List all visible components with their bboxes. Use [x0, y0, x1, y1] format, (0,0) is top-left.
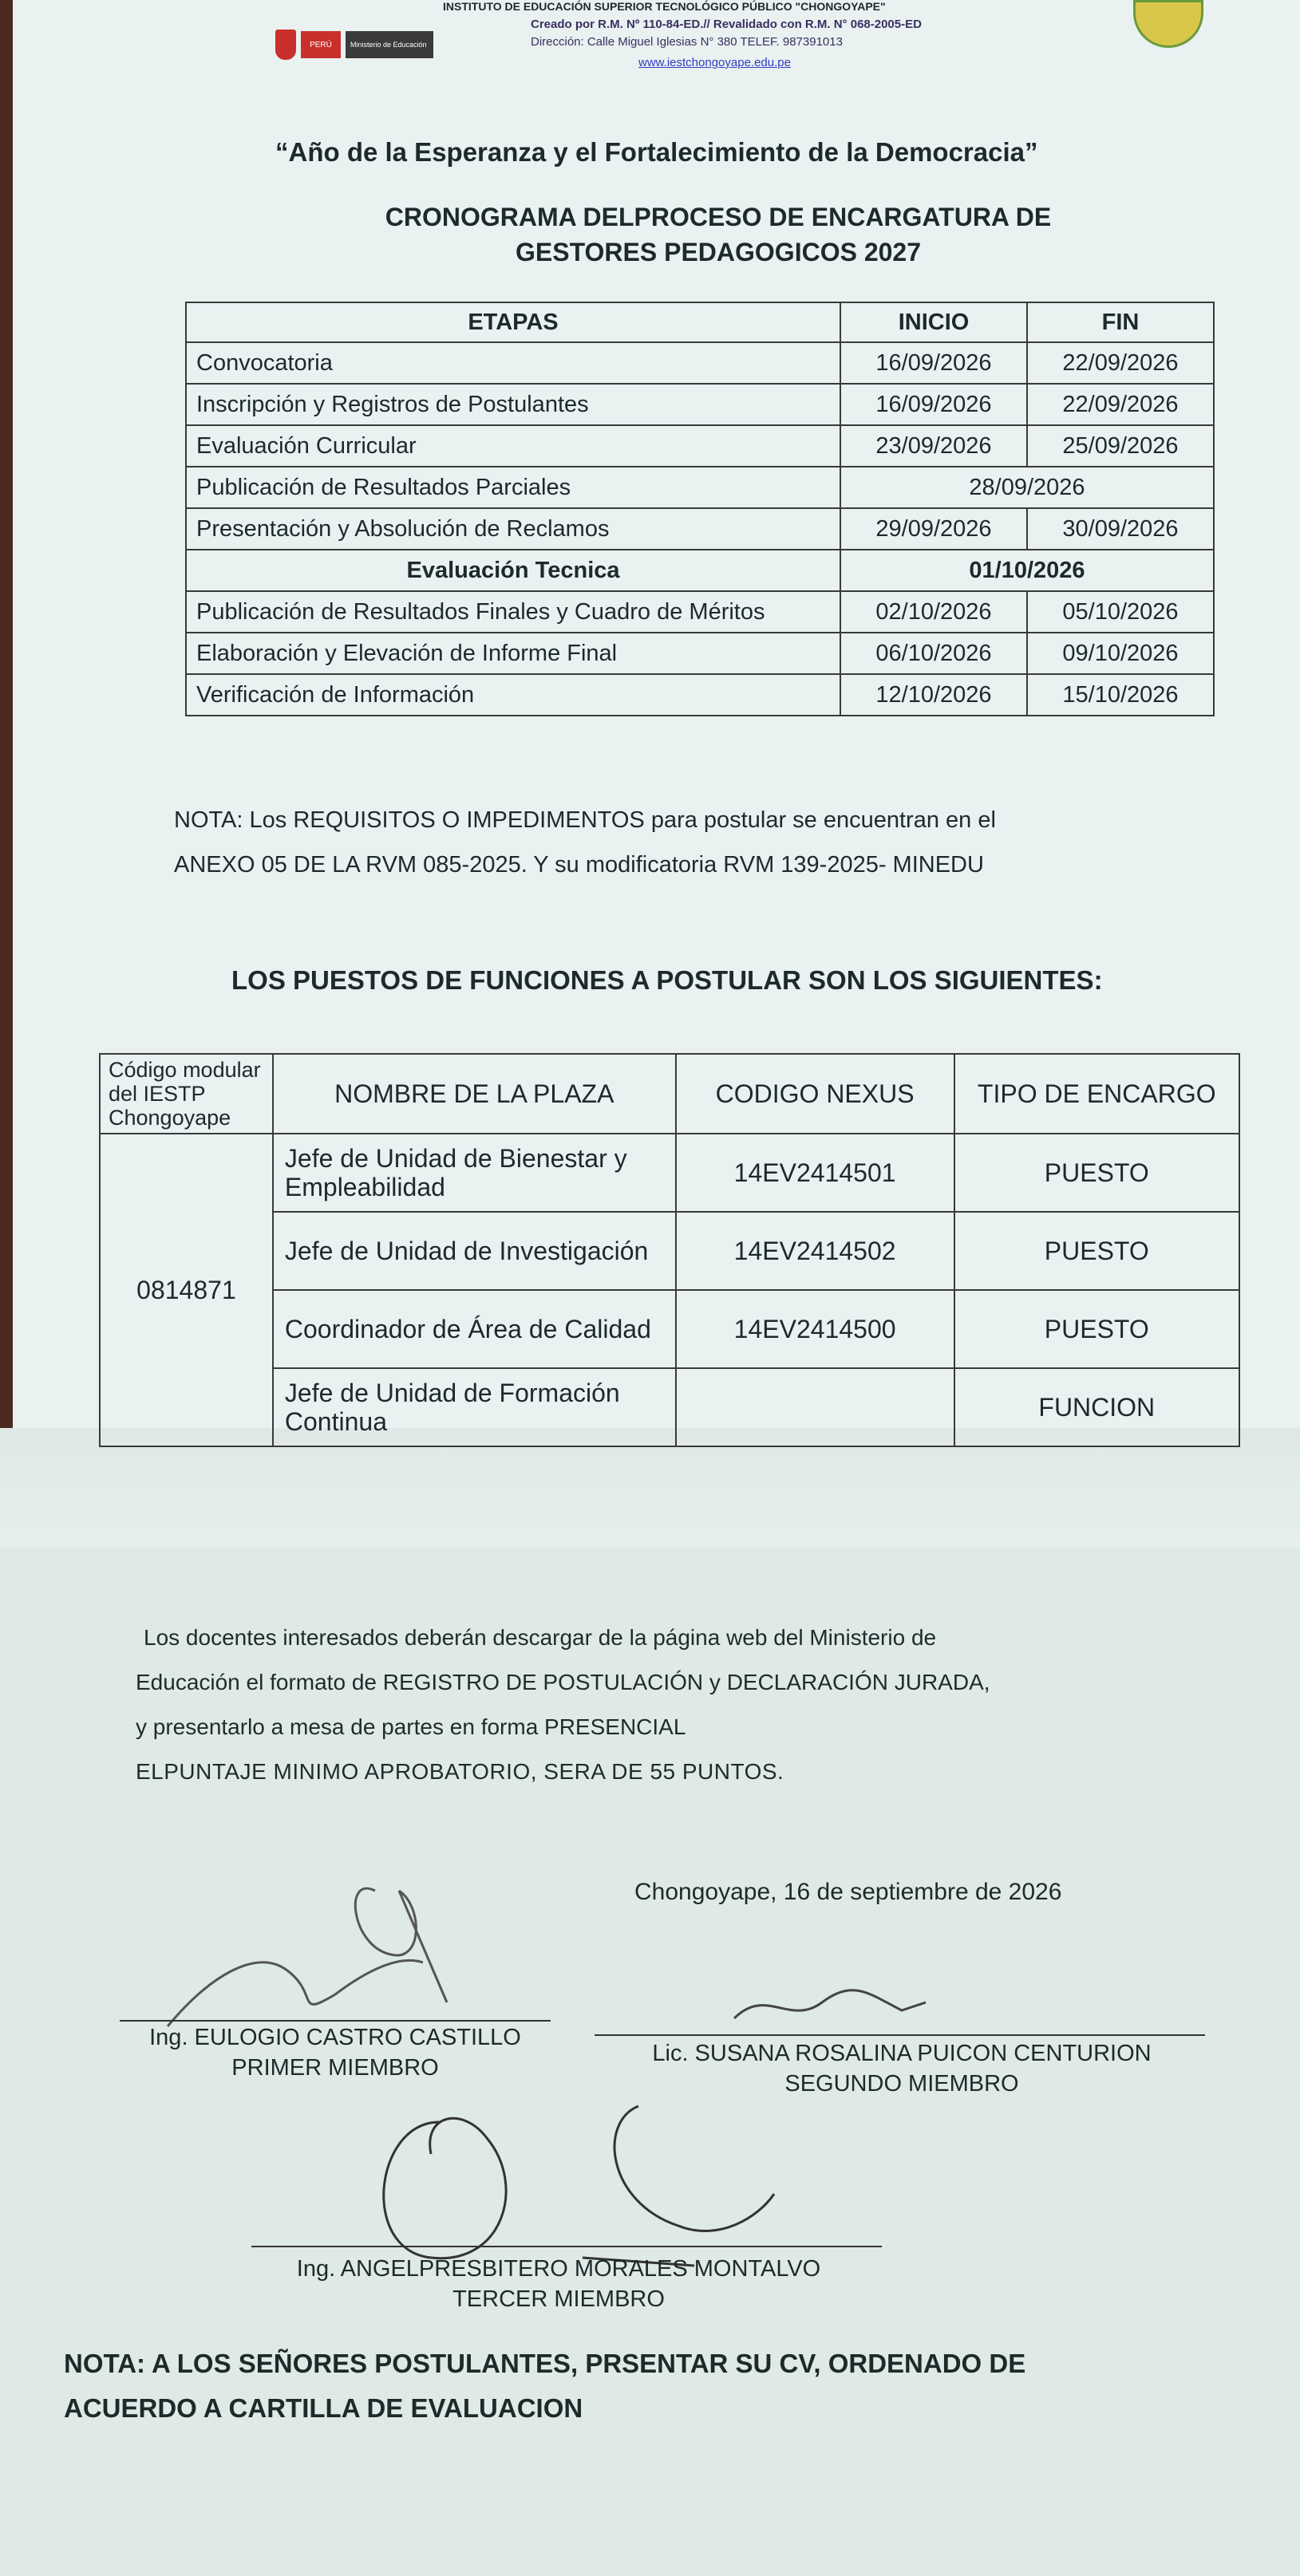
stage-name: Evaluación Curricular	[186, 425, 840, 467]
positions-header-row	[100, 1054, 1239, 1134]
start-date: 12/10/2026	[840, 674, 1027, 716]
place-and-date: Chongoyape, 16 de septiembre de 2026	[634, 1879, 1062, 1905]
schedule-row	[186, 550, 1214, 591]
signature-line-3	[251, 2246, 882, 2247]
position-name: Jefe de Unidad de Investigación	[273, 1212, 676, 1290]
stage-name: Elaboración y Elevación de Informe Final	[186, 633, 840, 674]
schedule-row	[186, 591, 1214, 633]
signatory-2-name: Lic. SUSANA ROSALINA PUICON CENTURION	[652, 2041, 1152, 2066]
note-line-1: NOTA: Los REQUISITOS O IMPEDIMENTOS para postular se encuentran en el	[174, 807, 996, 833]
start-date: 16/09/2026	[840, 384, 1027, 425]
ministry-label: Ministerio de Educación	[346, 31, 433, 58]
header-etapas: ETAPAS	[186, 302, 840, 342]
assignment-type: PUESTO	[954, 1134, 1239, 1212]
title-line-2: GESTORES PEDAGOGICOS 2027	[515, 238, 921, 266]
single-date: 01/10/2026	[840, 550, 1214, 591]
end-date: 05/10/2026	[1027, 591, 1214, 633]
cv-note-line-1: NOTA: A LOS SEÑORES POSTULANTES, PRSENTAR SU CV, ORDENADO DE	[64, 2349, 1026, 2378]
schedule-row	[186, 633, 1214, 674]
start-date: 02/10/2026	[840, 591, 1027, 633]
schedule-header-row	[186, 302, 1214, 342]
document-title	[263, 199, 1173, 270]
institute-website-link[interactable]: www.iestchongoyape.edu.pe	[638, 56, 791, 69]
ministry-logo	[275, 24, 451, 65]
schedule-row	[186, 508, 1214, 550]
schedule-table	[185, 302, 1215, 716]
signatory-2-role: SEGUNDO MIEMBRO	[784, 2071, 1019, 2097]
instructions-line-2: Educación el formato de REGISTRO DE POSTULACIÓN y DECLARACIÓN JURADA,	[136, 1670, 990, 1694]
signatory-3-role: TERCER MIEMBRO	[452, 2286, 665, 2312]
signatory-3	[239, 2254, 878, 2314]
nexus-code: 14EV2414502	[676, 1212, 954, 1290]
position-name: Jefe de Unidad de Bienestar y Empleabilidad	[273, 1134, 676, 1212]
nexus-code	[676, 1368, 954, 1446]
title-line-1: CRONOGRAMA DELPROCESO DE ENCARGATURA DE	[385, 203, 1052, 231]
header-fin: FIN	[1027, 302, 1214, 342]
stage-name: Publicación de Resultados Finales y Cuadro de Méritos	[186, 591, 840, 633]
nexus-code: 14EV2414501	[676, 1134, 954, 1212]
end-date: 30/09/2026	[1027, 508, 1214, 550]
header-tipo-encargo: TIPO DE ENCARGO	[954, 1054, 1239, 1134]
end-date: 25/09/2026	[1027, 425, 1214, 467]
start-date: 16/09/2026	[840, 342, 1027, 384]
instructions-paragraph	[136, 1615, 1133, 1794]
schedule-row	[186, 674, 1214, 716]
requirements-note	[174, 798, 1211, 887]
stage-name: Presentación y Absolución de Reclamos	[186, 508, 840, 550]
signatory-1-role: PRIMER MIEMBRO	[231, 2055, 439, 2081]
signature-line-2	[595, 2034, 1205, 2036]
positions-table	[99, 1053, 1240, 1447]
start-date: 29/09/2026	[840, 508, 1027, 550]
signature-3-icon	[343, 2074, 822, 2282]
signature-2-icon	[718, 1970, 974, 2034]
minimum-score-line: ELPUNTAJE MINIMO APROBATORIO, SERA DE 55 PUNTOS.	[136, 1759, 784, 1784]
stage-name: Evaluación Tecnica	[186, 550, 840, 591]
signatory-1-name: Ing. EULOGIO CASTRO CASTILLO	[149, 2025, 521, 2050]
schedule-row	[186, 425, 1214, 467]
stage-name: Publicación de Resultados Parciales	[186, 467, 840, 508]
start-date: 06/10/2026	[840, 633, 1027, 674]
schedule-row	[186, 342, 1214, 384]
stage-name: Convocatoria	[186, 342, 840, 384]
position-name: Jefe de Unidad de Formación Continua	[273, 1368, 676, 1446]
position-name: Coordinador de Área de Calidad	[273, 1290, 676, 1368]
positions-title: LOS PUESTOS DE FUNCIONES A POSTULAR SON LOS SIGUIENTES:	[231, 965, 1103, 995]
signature-line-1	[120, 2020, 551, 2022]
signature-1-icon	[160, 1859, 495, 2042]
signatory-1	[96, 2022, 575, 2083]
assignment-type: FUNCION	[954, 1368, 1239, 1446]
signatory-2	[591, 2038, 1213, 2099]
year-motto: “Año de la Esperanza y el Fortalecimiento de la Democracia”	[275, 137, 1038, 167]
peru-label: PERÚ	[301, 31, 341, 58]
assignment-type: PUESTO	[954, 1290, 1239, 1368]
cv-note-line-2: ACUERDO A CARTILLA DE EVALUACION	[64, 2393, 583, 2423]
end-date: 22/09/2026	[1027, 342, 1214, 384]
codigo-modular-value: 0814871	[100, 1134, 273, 1446]
creation-resolution: Creado por R.M. Nº 110-84-ED.// Revalidado con R.M. N° 068-2005-ED	[531, 18, 922, 31]
schedule-row	[186, 384, 1214, 425]
institute-name: INSTITUTO DE EDUCACIÓN SUPERIOR TECNOLÓGICO PÚBLICO "CHONGOYAPE"	[443, 0, 886, 13]
schedule-row	[186, 467, 1214, 508]
header-nombre-plaza: NOMBRE DE LA PLAZA	[273, 1054, 676, 1134]
instructions-line-3: y presentarlo a mesa de partes en forma PRESENCIAL	[136, 1714, 686, 1739]
start-date: 23/09/2026	[840, 425, 1027, 467]
header-codigo-modular: Código modular del IESTP Chongoyape	[100, 1054, 273, 1134]
position-row	[100, 1134, 1239, 1212]
instructions-line-1: Los docentes interesados deberán descargar de la página web del Ministerio de	[144, 1625, 937, 1650]
end-date: 09/10/2026	[1027, 633, 1214, 674]
assignment-type: PUESTO	[954, 1212, 1239, 1290]
end-date: 15/10/2026	[1027, 674, 1214, 716]
header-codigo-nexus: CODIGO NEXUS	[676, 1054, 954, 1134]
end-date: 22/09/2026	[1027, 384, 1214, 425]
peru-shield-icon	[275, 30, 296, 60]
institute-address: Dirección: Calle Miguel Iglesias N° 380 TELEF. 987391013	[531, 35, 843, 49]
stage-name: Verificación de Información	[186, 674, 840, 716]
cv-note	[64, 2341, 1101, 2431]
note-line-2: ANEXO 05 DE LA RVM 085-2025. Y su modificatoria RVM 139-2025- MINEDU	[174, 852, 984, 878]
stage-name: Inscripción y Registros de Postulantes	[186, 384, 840, 425]
signatory-3-name: Ing. ANGELPRESBITERO MORALES MONTALVO	[296, 2256, 821, 2282]
single-date: 28/09/2026	[840, 467, 1214, 508]
header-inicio: INICIO	[840, 302, 1027, 342]
nexus-code: 14EV2414500	[676, 1290, 954, 1368]
